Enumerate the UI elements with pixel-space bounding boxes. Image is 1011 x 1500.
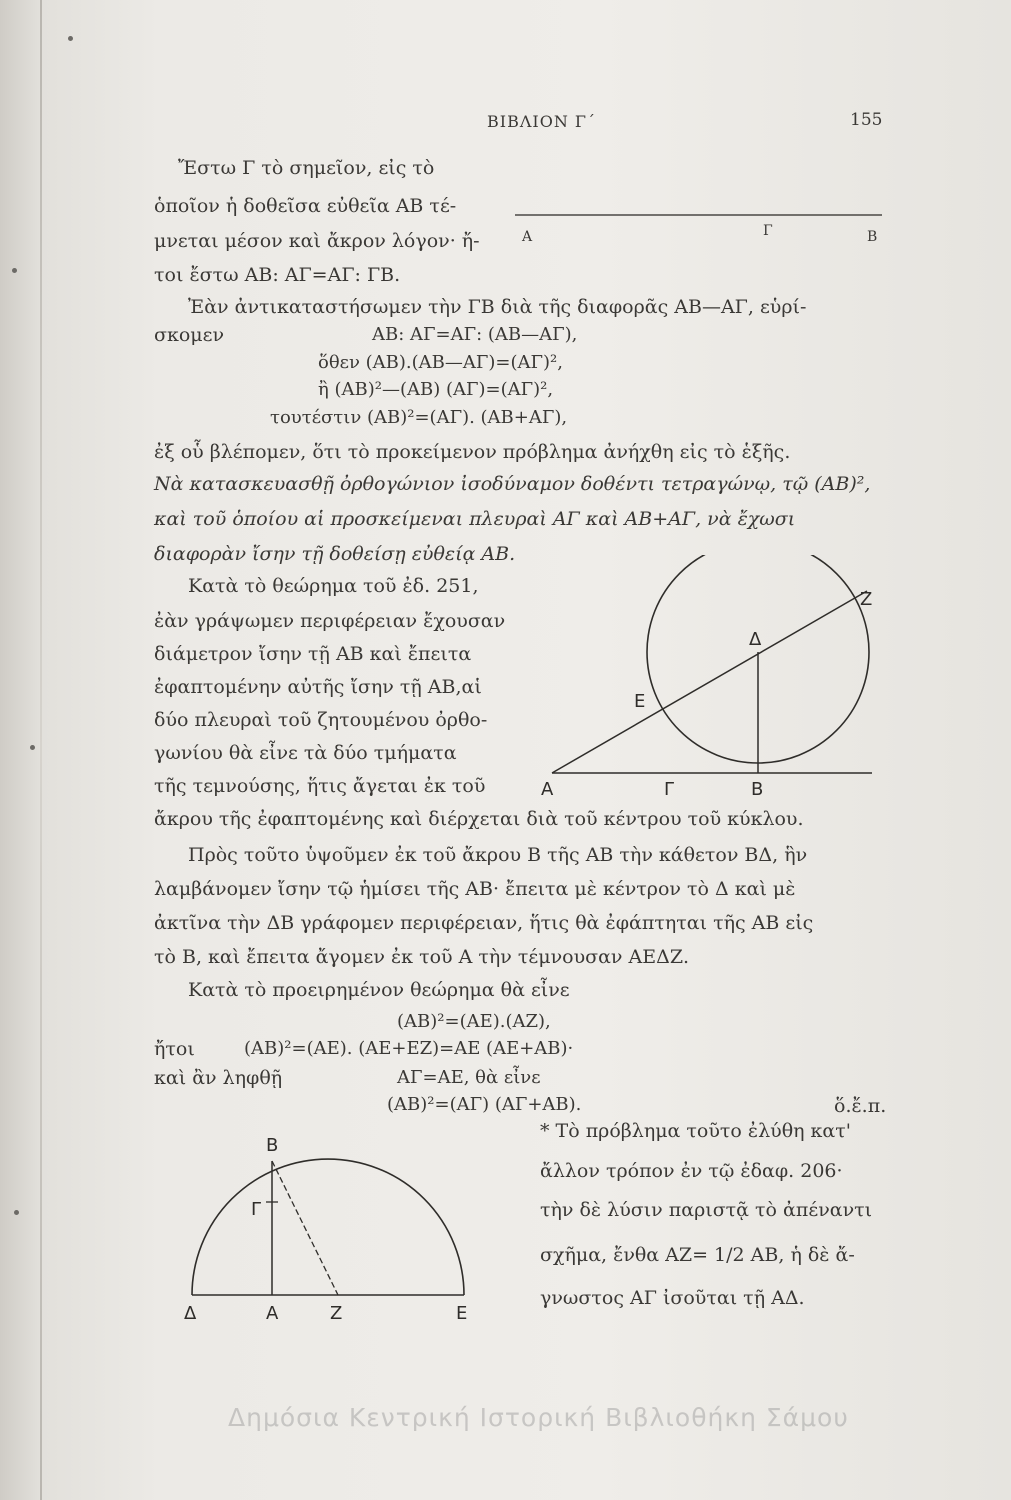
italic-line: καὶ τοῦ ὁποίου αἱ προσκείμεναι πλευραὶ ΑΓ καὶ ΑΒ+ΑΓ, νὰ ἔχωσι (154, 508, 796, 530)
margin-mark (12, 268, 17, 273)
note-line: * Τὸ πρόβλημα τοῦτο ἐλύθη κατ' (540, 1120, 851, 1142)
text-line: τῆς τεμνούσης, ἥτις ἄγεται ἐκ τοῦ (154, 775, 486, 797)
text-line: Ἔστω Γ τὸ σημεῖον, εἰς τὸ (178, 157, 435, 179)
text-line: Πρὸς τοῦτο ὑψοῦμεν ἐκ τοῦ ἄκρου Β τῆς ΑΒ τὴν κάθετον ΒΔ, ἣν (188, 844, 808, 866)
text-line: Ἐὰν ἀντικαταστήσωμεν τὴν ΓΒ διὰ τῆς διαφορᾶς ΑΒ—ΑΓ, εὑρί- (188, 296, 807, 318)
figure-semicircle (170, 1125, 490, 1330)
label-delta2: Δ (184, 1303, 197, 1324)
text-line: λαμβάνομεν ἴσην τῷ ἡμίσει τῆς ΑΒ· ἔπειτα μὲ κέντρον τὸ Δ καὶ μὲ (154, 878, 796, 900)
text-line: δύο πλευραὶ τοῦ ζητουμένου ὀρθο- (154, 709, 488, 731)
label-e: E (634, 691, 646, 712)
margin-mark (68, 36, 73, 41)
note-line: γνωστος ΑΓ ἰσοῦται τῇ ΑΔ. (540, 1287, 805, 1309)
label-b: B (751, 779, 764, 800)
italic-line: διαφορὰν ἴσην τῇ δοθείσῃ εὐθείᾳ ΑΒ. (154, 543, 516, 565)
text-line: μνεται μέσον καὶ ἄκρον λόγον· ἤ- (154, 230, 480, 252)
segment-label-g: Γ (763, 223, 773, 239)
text-line: σκομεν (154, 324, 225, 346)
equation: (ΑΒ)²=(ΑΓ) (ΑΓ+ΑΒ). (387, 1094, 582, 1115)
text-line: ὁποῖον ἡ δοθεῖσα εὐθεῖα ΑΒ τέ- (154, 195, 457, 217)
text-line: τοι ἔστω ΑΒ: ΑΓ=ΑΓ: ΓΒ. (154, 264, 401, 286)
equation: ΑΓ=ΑΕ, θὰ εἶνε (397, 1067, 541, 1088)
text-line: ἀκτῖνα τὴν ΔΒ γράφομεν περιφέρειαν, ἥτις θὰ ἐφάπτηται τῆς ΑΒ εἰς (154, 912, 814, 934)
library-watermark: Δημόσια Κεντρική Ιστορική Βιβλιοθήκη Σάμου (228, 1403, 849, 1432)
label-gamma: Γ (664, 779, 675, 800)
segment-label-b: Β (867, 229, 878, 245)
note-line: τὴν δὲ λύσιν παριστᾷ τὸ ἀπέναντι (540, 1199, 873, 1221)
qed-mark: ὅ.ἔ.π. (834, 1095, 887, 1117)
text-line: Κατὰ τὸ θεώρημα τοῦ ἐδ. 251, (188, 575, 479, 597)
segment-figure (510, 205, 890, 255)
equation-prefix: ἤτοι (154, 1038, 195, 1060)
text-line: ἄκρου τῆς ἐφαπτομένης καὶ διέρχεται διὰ τοῦ κέντρου τοῦ κύκλου. (154, 808, 804, 830)
figure-circle-secant (520, 555, 890, 805)
label-z: Z (860, 589, 873, 610)
equation: ἢ (ΑΒ)²—(ΑΒ) (ΑΓ)=(ΑΓ)², (318, 379, 554, 400)
text-line: ἐφαπτομένην αὐτῆς ἴσην τῇ ΑΒ,αἱ (154, 676, 482, 698)
text-line: ἐὰν γράψωμεν περιφέρειαν ἔχουσαν (154, 610, 506, 632)
text-line: διάμετρον ἴσην τῇ ΑΒ καὶ ἔπειτα (154, 643, 472, 665)
italic-line: Νὰ κατασκευασθῇ ὀρθογώνιον ἰσοδύναμον δοθέντι τετραγώνῳ, τῷ (ΑΒ)², (154, 473, 871, 495)
label-a2: A (266, 1303, 279, 1324)
binding-gutter (40, 0, 42, 1500)
text-line: γωνίου θὰ εἶνε τὰ δύο τμήματα (154, 742, 457, 764)
label-b2: B (266, 1135, 279, 1156)
equation: (ΑΒ)²=(ΑΕ). (ΑΕ+ΕΖ)=ΑΕ (ΑΕ+ΑΒ)· (244, 1038, 574, 1059)
running-header: ΒΙΒΛΙΟΝ Γ΄ (487, 112, 597, 131)
text-line: τὸ Β, καὶ ἔπειτα ἄγομεν ἐκ τοῦ Α τὴν τέμνουσαν ΑΕΔΖ. (154, 946, 690, 968)
text-line: Κατὰ τὸ προειρημένον θεώρημα θὰ εἶνε (188, 979, 570, 1001)
note-line: σχῆμα, ἔνθα ΑΖ= 1/2 ΑΒ, ἡ δὲ ἄ- (540, 1244, 855, 1266)
equation-prefix: καὶ ἂν ληφθῇ (154, 1067, 283, 1089)
label-a: A (541, 779, 554, 800)
margin-mark (14, 1210, 19, 1215)
equation: τουτέστιν (ΑΒ)²=(ΑΓ). (ΑΒ+ΑΓ), (270, 407, 568, 428)
page-number: 155 (850, 110, 883, 130)
note-line: ἄλλον τρόπον ἐν τῷ ἐδαφ. 206· (540, 1160, 843, 1182)
margin-mark (30, 745, 35, 750)
text-line: ἐξ οὗ βλέπομεν, ὅτι τὸ προκείμενον πρόβλημα ἀνήχθη εἰς τὸ ἑξῆς. (154, 441, 791, 463)
segment-label-a: Α (522, 229, 533, 245)
segment-bz (272, 1161, 338, 1295)
label-z2: Z (330, 1303, 343, 1324)
equation: ΑΒ: ΑΓ=ΑΓ: (ΑΒ—ΑΓ), (372, 324, 578, 345)
label-delta: Δ (749, 629, 762, 650)
equation: ὅθεν (ΑΒ).(ΑΒ—ΑΓ)=(ΑΓ)², (318, 352, 563, 373)
equation: (ΑΒ)²=(ΑΕ).(ΑΖ), (397, 1011, 551, 1032)
label-gamma2: Γ (251, 1199, 262, 1220)
secant-aez (552, 591, 867, 773)
label-e2: E (456, 1303, 468, 1324)
